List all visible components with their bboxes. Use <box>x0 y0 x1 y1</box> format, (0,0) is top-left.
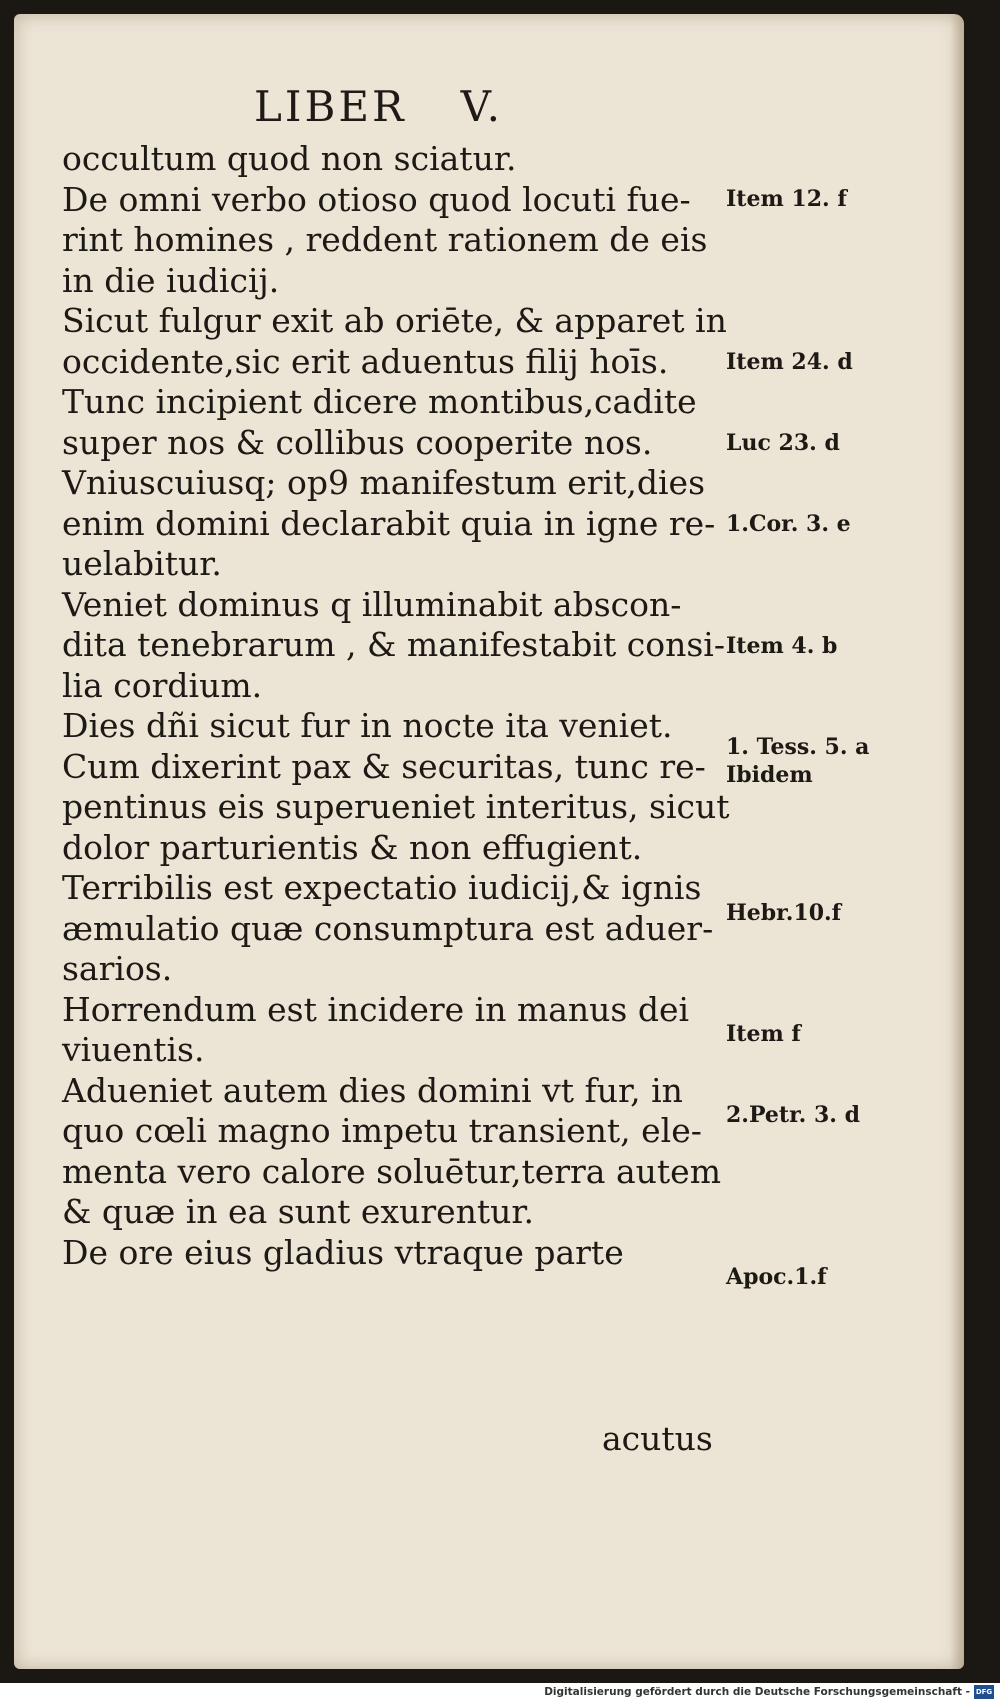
margin-note: 1.Cor. 3. e <box>726 511 851 537</box>
text-line: occultum quod non sciatur. <box>62 139 517 178</box>
dfg-logo: DFG <box>974 1685 994 1699</box>
text-line: Cum dixerint pax & securitas, tunc re- <box>62 746 706 786</box>
text-line: dolor parturientis & non effugient. <box>62 827 643 867</box>
text-line: sarios. <box>62 949 173 988</box>
margin-note: 2.Petr. 3. d <box>726 1102 860 1128</box>
margin-note: Luc 23. d <box>726 430 840 456</box>
text-line: Horrendum est incidere in manus dei <box>62 989 690 1029</box>
main-text <box>62 139 732 1273</box>
text-line: quo cœli magno impetu transient, ele- <box>62 1111 702 1150</box>
text-line: Dies dñi sicut fur in nocte ita veniet. <box>62 706 673 745</box>
text-line: occidente,sic erit aduentus filij hoīs. <box>62 341 669 381</box>
text-line: æmulatio quæ consumptura est aduer- <box>62 908 714 948</box>
text-line: dita tenebrarum , & manifestabit consi- <box>62 625 725 664</box>
running-head <box>254 82 503 131</box>
margin-note: Hebr.10.f <box>726 900 842 926</box>
text-line: rint homines , reddent rationem de eis <box>62 220 708 259</box>
catchword: acutus <box>602 1419 713 1458</box>
margin-note: Item 24. d <box>726 349 853 375</box>
running-head-title: LIBER <box>254 82 407 131</box>
running-head-folio: V. <box>460 82 503 131</box>
text-line: De omni verbo otioso quod locuti fue- <box>62 179 691 219</box>
text-line: Sicut fulgur exit ab oriēte, & apparet in <box>62 301 727 340</box>
text-line: uelabitur. <box>62 544 222 583</box>
margin-note: Ibidem <box>726 762 813 788</box>
book-page <box>14 14 964 1669</box>
text-line: De ore eius gladius vtraque parte <box>62 1232 624 1272</box>
text-line: lia cordium. <box>62 665 263 705</box>
margin-note: Item 4. b <box>726 633 838 659</box>
text-line: Adueniet autem dies domini vt fur, in <box>62 1070 683 1110</box>
text-line: menta vero calore soluētur,terra autem <box>62 1151 721 1191</box>
text-line: Vniuscuiusq; op9 manifestum erit,dies <box>62 463 706 502</box>
text-line: & quæ in ea sunt exurentur. <box>62 1192 535 1231</box>
margin-note: Apoc.1.f <box>726 1264 827 1290</box>
margin-note: Item f <box>726 1021 801 1047</box>
footer-credit: Digitalisierung gefördert durch die Deutsche Forschungsgemeinschaft - <box>544 1686 970 1698</box>
digitization-footer <box>0 1683 1000 1703</box>
page-edge-shadow <box>950 14 964 1669</box>
text-line: Tunc incipient dicere montibus,cadite <box>62 382 697 421</box>
text-line: Veniet dominus q illuminabit abscon- <box>62 584 682 624</box>
text-line: in die iudicij. <box>62 260 280 300</box>
margin-note: Item 12. f <box>726 186 847 212</box>
text-line: pentinus eis superueniet interitus, sicut <box>62 787 730 826</box>
text-line: super nos & collibus cooperite nos. <box>62 422 653 462</box>
text-line: Terribilis est expectatio iudicij,& ignis <box>62 868 702 907</box>
text-line: enim domini declarabit quia in igne re- <box>62 503 716 543</box>
text-line: viuentis. <box>62 1030 205 1069</box>
margin-note: 1. Tess. 5. a <box>726 734 870 760</box>
